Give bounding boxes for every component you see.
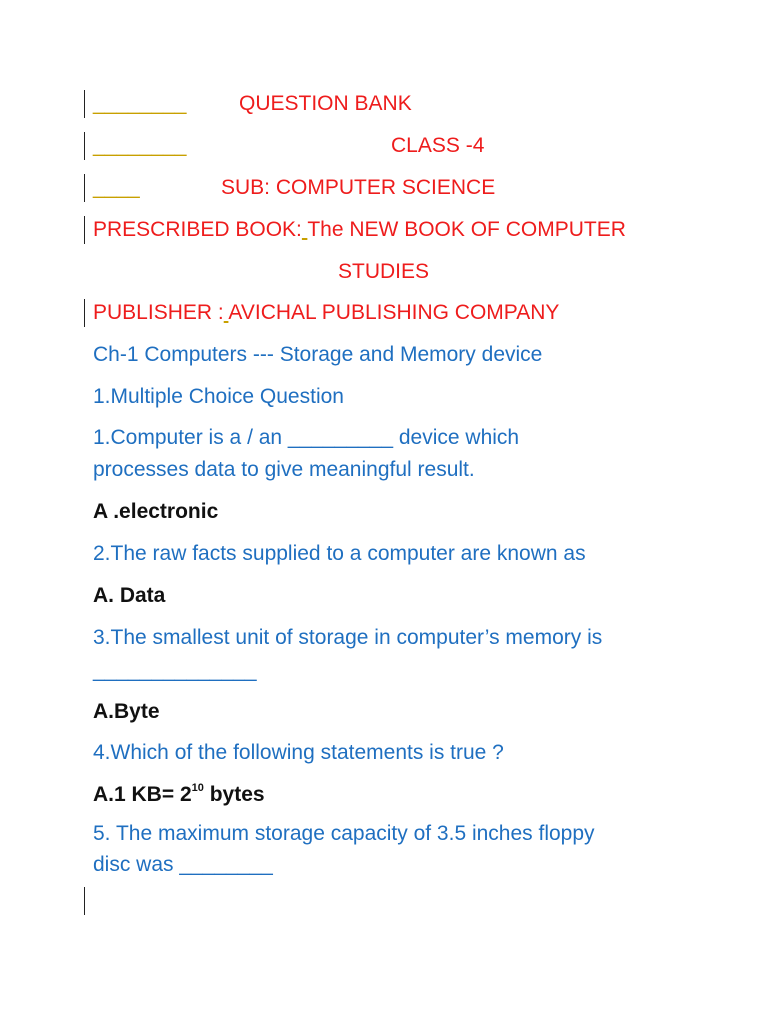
subject-label: SUB: COMPUTER SCIENCE bbox=[221, 176, 496, 199]
answer-4-suffix: bytes bbox=[203, 783, 265, 806]
blank-line-1: ________ bbox=[93, 92, 187, 115]
question-1-line-1: 1.Computer is a / an _________ device which bbox=[93, 426, 520, 449]
answer-3: A.Byte bbox=[93, 700, 160, 723]
answer-1: A .electronic bbox=[93, 500, 219, 523]
book-prefix: PRESCRIBED BOOK: bbox=[93, 218, 302, 241]
margin-bar bbox=[84, 299, 85, 327]
answer-4-prefix: A.1 KB= 2 bbox=[93, 783, 192, 806]
prescribed-book-line bbox=[93, 218, 626, 242]
blank-line-3: ____ bbox=[93, 176, 140, 199]
question-5-line-2: disc was ________ bbox=[93, 853, 273, 876]
answer-2: A. Data bbox=[93, 584, 166, 607]
book-title-1: The NEW BOOK OF COMPUTER bbox=[307, 218, 626, 241]
section-heading: 1.Multiple Choice Question bbox=[93, 385, 344, 408]
question-2-line-1: 2.The raw facts supplied to a computer are known as bbox=[93, 542, 586, 565]
question-5-line-1: 5. The maximum storage capacity of 3.5 inches floppy bbox=[93, 822, 595, 845]
question-4-line-1: 4.Which of the following statements is true ? bbox=[93, 741, 504, 764]
question-3-line-1: 3.The smallest unit of storage in computer’s memory is bbox=[93, 626, 603, 649]
margin-bar bbox=[84, 216, 85, 244]
question-1-line-2: processes data to give meaningful result. bbox=[93, 458, 475, 481]
margin-bar bbox=[84, 90, 85, 118]
chapter-heading: Ch-1 Computers --- Storage and Memory device bbox=[93, 343, 543, 366]
publisher-line bbox=[93, 301, 559, 325]
blank-line-2: ________ bbox=[93, 134, 187, 157]
class-label: CLASS -4 bbox=[391, 134, 485, 157]
margin-bar bbox=[84, 174, 85, 202]
margin-bar bbox=[84, 132, 85, 160]
publisher-prefix: PUBLISHER : bbox=[93, 301, 224, 324]
book-title-2: STUDIES bbox=[338, 260, 430, 283]
answer-4-exponent: 10 bbox=[191, 782, 204, 794]
question-3-line-2: ______________ bbox=[93, 659, 257, 682]
doc-title: QUESTION BANK bbox=[239, 92, 412, 115]
margin-bar bbox=[84, 887, 85, 915]
publisher-name: AVICHAL PUBLISHING COMPANY bbox=[228, 301, 560, 324]
answer-4 bbox=[93, 783, 265, 807]
